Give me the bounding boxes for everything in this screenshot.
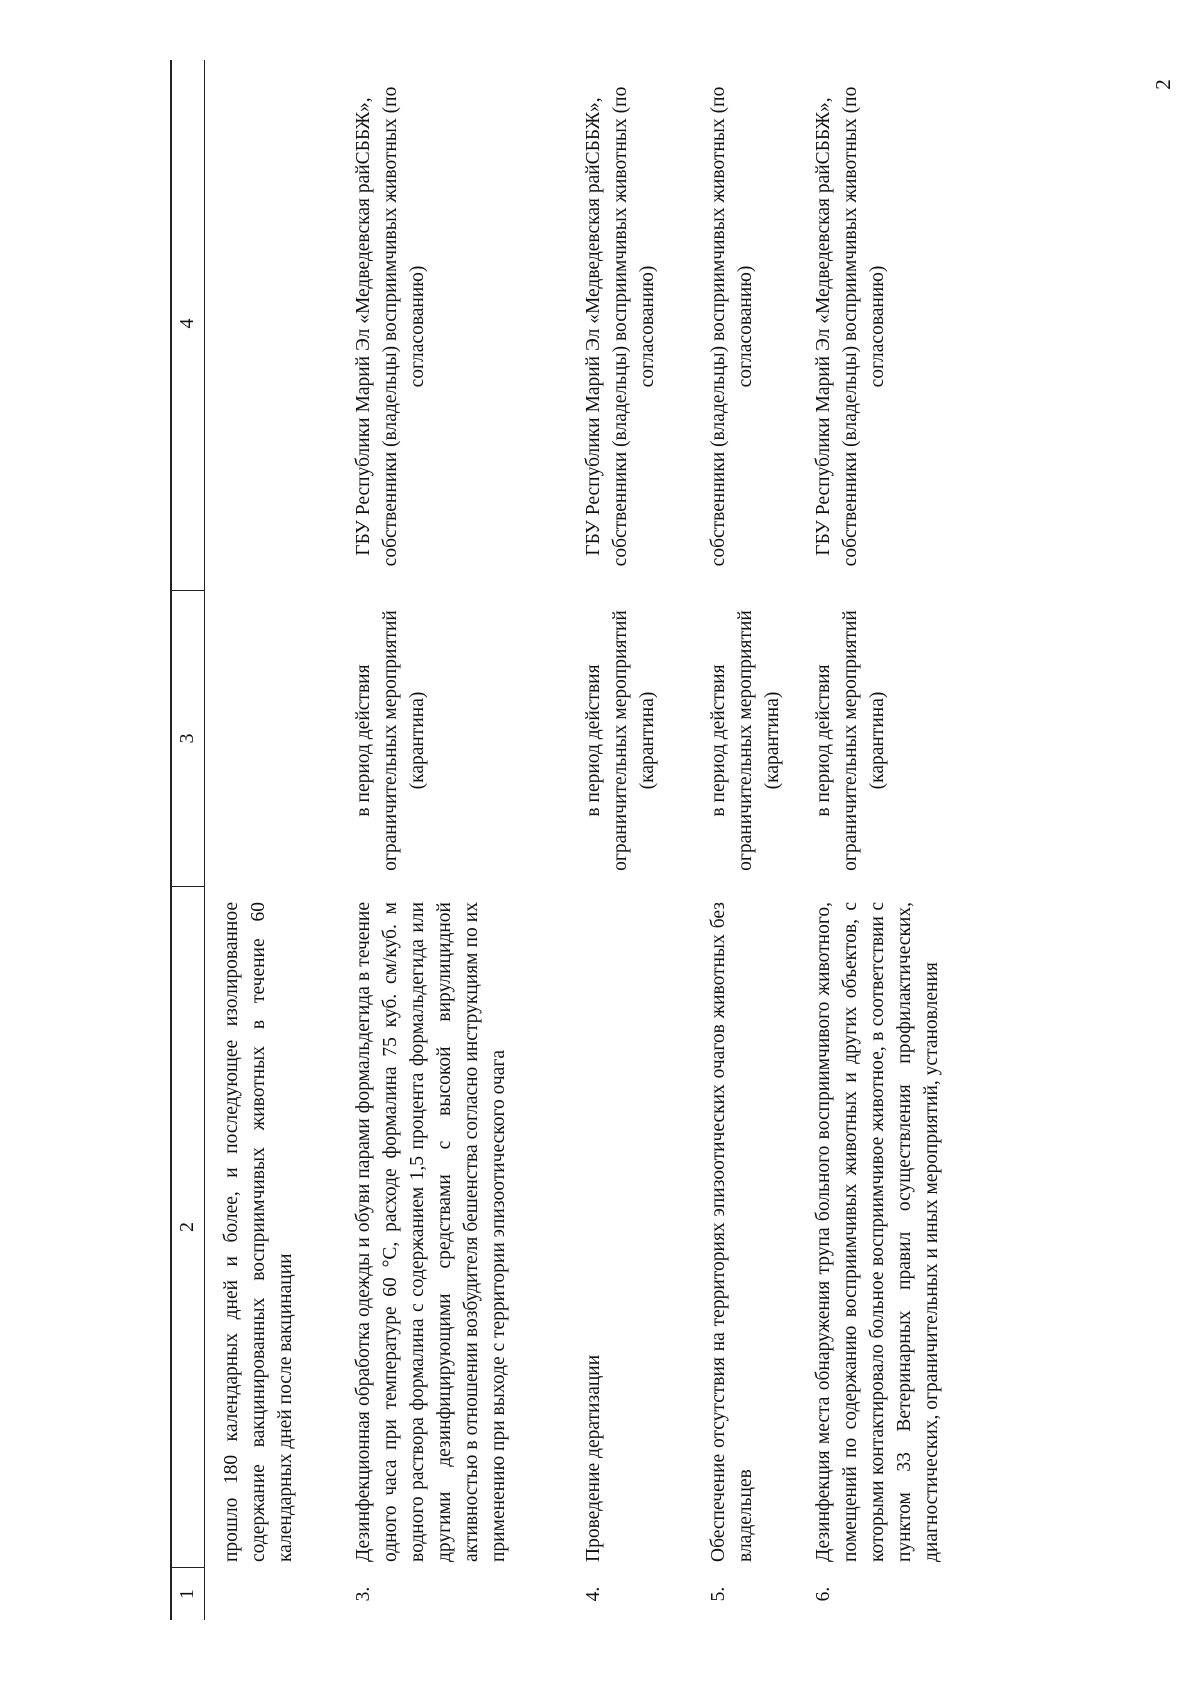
table-row xyxy=(705,60,786,1620)
header-rule xyxy=(204,60,205,1620)
row-action: Проведение дератизации xyxy=(583,1354,604,1562)
header-col-2: 2 xyxy=(170,887,204,1568)
row-responsible: собственники (владельцы) восприимчивых животных (по согласованию) xyxy=(708,86,756,567)
table-row xyxy=(580,60,661,1620)
row-action: прошло 180 календарных дней и более, и последующее изолированное содержание вакцинированных восприимчивых животных в течение 60 календарных дней после вакцинации xyxy=(221,902,296,1562)
row-action: Обеспечение отсутствия на территориях эпизоотических очагов животных без владельцев xyxy=(708,902,756,1562)
row-period: в период действия ограничительных мероприятий (карантина) xyxy=(353,610,428,871)
row-action: Дезинфекционная обработка одежды и обуви парами формальдегида в течение одного часа при температуре 60 °С, расходе формалина 75 куб. см/куб. м водного раствора формалина с содержанием 1,5 процента формальдегида или другими дезинфицирующими средствами с высокой вирулицидной активностью в отношении возбудителя бешенства согласно инструкциям по их применению при выходе с территории эпизоотического очага xyxy=(353,902,509,1562)
table-header xyxy=(170,57,204,1620)
row-responsible: ГБУ Республики Марий Эл «Медведевская райСББЖ», собственники (владельцы) восприимчивых животных (по согласованию) xyxy=(813,86,888,567)
table-row xyxy=(350,60,512,1620)
row-number: 5. xyxy=(708,1586,729,1602)
row-responsible: ГБУ Республики Марий Эл «Медведевская райСББЖ», собственники (владельцы) восприимчивых животных (по согласованию) xyxy=(353,86,428,567)
row-responsible xyxy=(218,60,299,593)
row-number xyxy=(218,1568,299,1620)
table-row xyxy=(810,60,945,1620)
row-period xyxy=(218,593,299,888)
table-row xyxy=(218,60,299,1620)
row-number: 3. xyxy=(353,1586,374,1602)
row-responsible: ГБУ Республики Марий Эл «Медведевская райСББЖ», собственники (владельцы) восприимчивых животных (по согласованию) xyxy=(583,86,658,567)
row-period: в период действия ограничительных мероприятий (карантина) xyxy=(583,610,658,871)
page-number: 2 xyxy=(1150,79,1175,90)
row-period: в период действия ограничительных мероприятий (карантина) xyxy=(813,610,888,871)
header-col-1: 1 xyxy=(176,1589,198,1599)
row-period: в период действия ограничительных мероприятий (карантина) xyxy=(708,610,783,871)
rotated-table xyxy=(170,60,1180,1620)
header-col-4: 4 xyxy=(170,57,204,591)
row-number: 4. xyxy=(583,1586,604,1602)
row-action: Дезинфекция места обнаружения трупа больного восприимчивого животного, помещений по содержанию восприимчивых животных и других объектов, с которыми контактировало больное восприимчивое животное, в соответствии с пунктом 33 Ветеринарных правил осуществления профилактических, диагностических, ограничительных и иных мероприятий, установления xyxy=(813,902,942,1562)
row-number: 6. xyxy=(813,1586,834,1602)
header-col-3: 3 xyxy=(170,591,204,887)
